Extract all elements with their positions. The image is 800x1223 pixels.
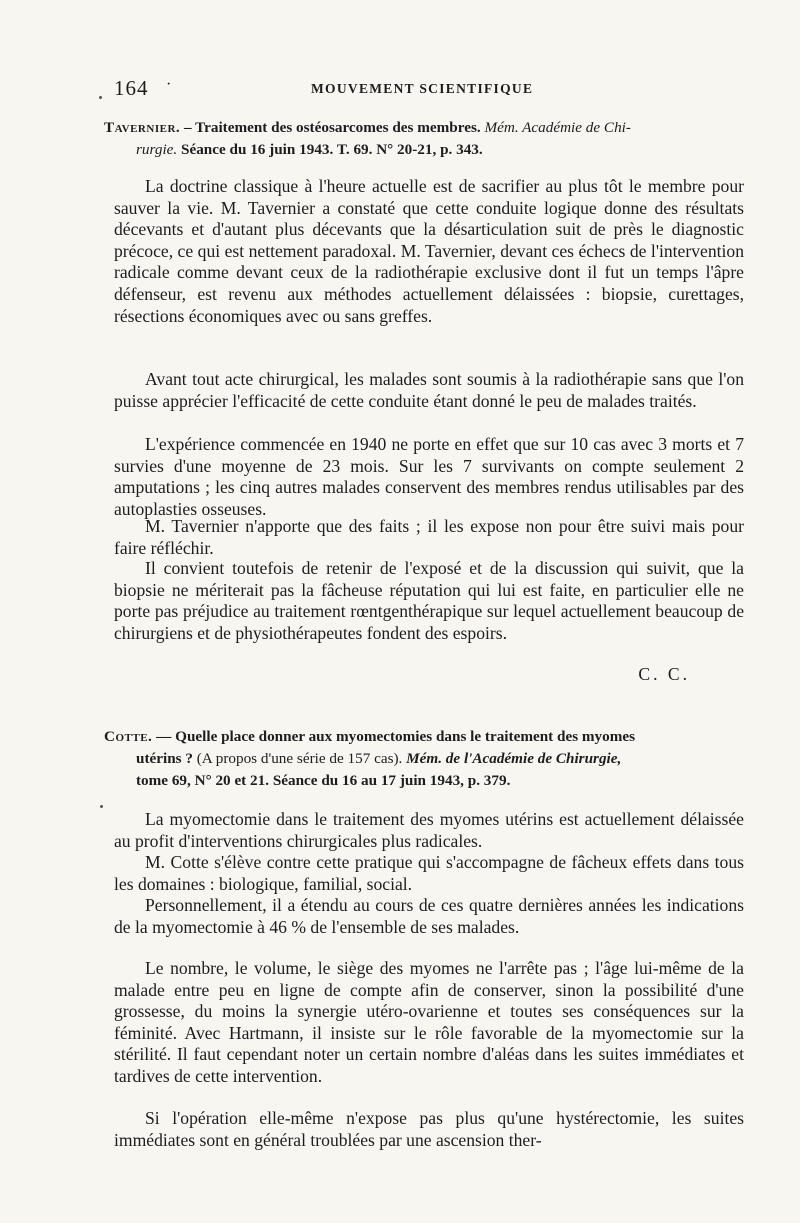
- entry1-paragraph-2: Avant tout acte chirurgical, les malades sont soumis à la radiothérapie sans que l'on puisse apprécier l'efficacité de cette conduite étant donné le peu de malades traités.: [114, 369, 744, 411]
- entry2-details: tome 69, N° 20 et 21. Séance du 16 au 17 juin 1943, p. 379.: [136, 772, 511, 789]
- entry1-paragraph-4: M. Tavernier n'apporte que des faits ; il les expose non pour être suivi mais pour faire réfléchir.: [114, 516, 744, 558]
- entry1-paragraph-5: Il convient toutefois de retenir de l'exposé et de la discussion qui suivit, que la biopsie ne mériterait pas la fâcheuse réputation qui lui est faite, en particulier elle ne porte pas préjudice au traitement rœntgenthérapique sur lequel actuellement beaucoup de chirurgiens et de physiothérapeutes fondent des espoirs.: [114, 558, 744, 643]
- entry2-title-line1: Quelle place donner aux myomectomies dans le traitement des myomes: [175, 728, 636, 745]
- entry2-paragraph-2: M. Cotte s'élève contre cette pratique qui s'accompagne de fâcheux effets dans tous les domaines : biologique, familial, social.: [114, 852, 744, 894]
- entry2-paragraph-4: Le nombre, le volume, le siège des myomes ne l'arrête pas ; l'âge lui-même de la malade entre peu en ligne de compte afin de conserver, sinon la possibilité d'une grossesse, du moins la synergie utéro-ovarienne et toutes ses conséquences sur la féminité. Avec Hartmann, il insiste sur le rôle favorable de la myomectomie sur la stérilité. Il faut cependant noter un certain nombre d'aléas dans les suites immédiates et tardives de cette intervention.: [114, 958, 744, 1086]
- entry1-journal-line2: rurgie.: [136, 141, 178, 158]
- entry1-paragraph-1: La doctrine classique à l'heure actuelle est de sacrifier au plus tôt le membre pour sauver la vie. M. Tavernier a constaté que cette conduite logique donne des résultats décevants et d'autant plus décevants que la désarticulation suit de près le diagnostic précoce, ce qui est nettement paradoxal. M. Tavernier, devant ces échecs de l'intervention radicale comme devant ceux de la radiothérapie exclusive dont il fut un temps l'âpre défenseur, est revenu aux méthodes actuellement délaissées : biopsie, curettages, résections économiques avec ou sans greffes.: [114, 176, 744, 326]
- entry1-signature: C. C.: [638, 664, 690, 684]
- page-header: [114, 76, 744, 100]
- entry1-paragraph-3: L'expérience commencée en 1940 ne porte en effet que sur 10 cas avec 3 morts et 7 survies d'une moyenne de 23 mois. Sur les 7 survivants on compte seulement 2 amputations ; les cinq autres malades conservent des membres rendus utilisables par des autoplasties osseuses.: [114, 434, 744, 519]
- entry2-subtitle: (A propos d'une série de 157 cas).: [192, 750, 407, 767]
- entry2-citation: [104, 726, 744, 792]
- header-separator: ·: [166, 76, 172, 93]
- entry1-title: Traitement des ostéosarcomes des membres.: [195, 119, 481, 136]
- entry2-journal: Mém. de l'Académie de Chirurgie,: [406, 750, 622, 767]
- entry1-author: Tavernier.: [104, 119, 181, 136]
- entry2-paragraph-1: La myomectomie dans le traitement des myomes utérins est actuellement délaissée au profit d'interventions chirurgicales plus radicales.: [114, 809, 744, 851]
- entry1-journal-line1: Mém. Académie de Chi-: [484, 119, 631, 136]
- entry2-paragraph-5: Si l'opération elle-même n'expose pas plus qu'une hystérectomie, les suites immédiates sont en général troublées par une ascension ther-: [114, 1108, 744, 1150]
- entry2-title-line2: utérins ?: [136, 750, 193, 767]
- scan-mark: [99, 96, 102, 99]
- entry1-details: Séance du 16 juin 1943. T. 69. N° 20-21, p. 343.: [177, 141, 483, 158]
- running-title: MOUVEMENT SCIENTIFIQUE: [311, 81, 534, 96]
- entry1-dash: –: [180, 119, 196, 136]
- scan-mark: [100, 805, 103, 808]
- entry2-author: Cotte.: [104, 728, 153, 745]
- entry2-paragraph-3: Personnellement, il a étendu au cours de ces quatre dernières années les indications de la myomectomie à 46 % de l'ensemble de ses malades.: [114, 895, 744, 937]
- entry1-citation: [104, 117, 744, 161]
- entry2-dash: —: [152, 728, 176, 745]
- page-number: 164: [114, 76, 149, 100]
